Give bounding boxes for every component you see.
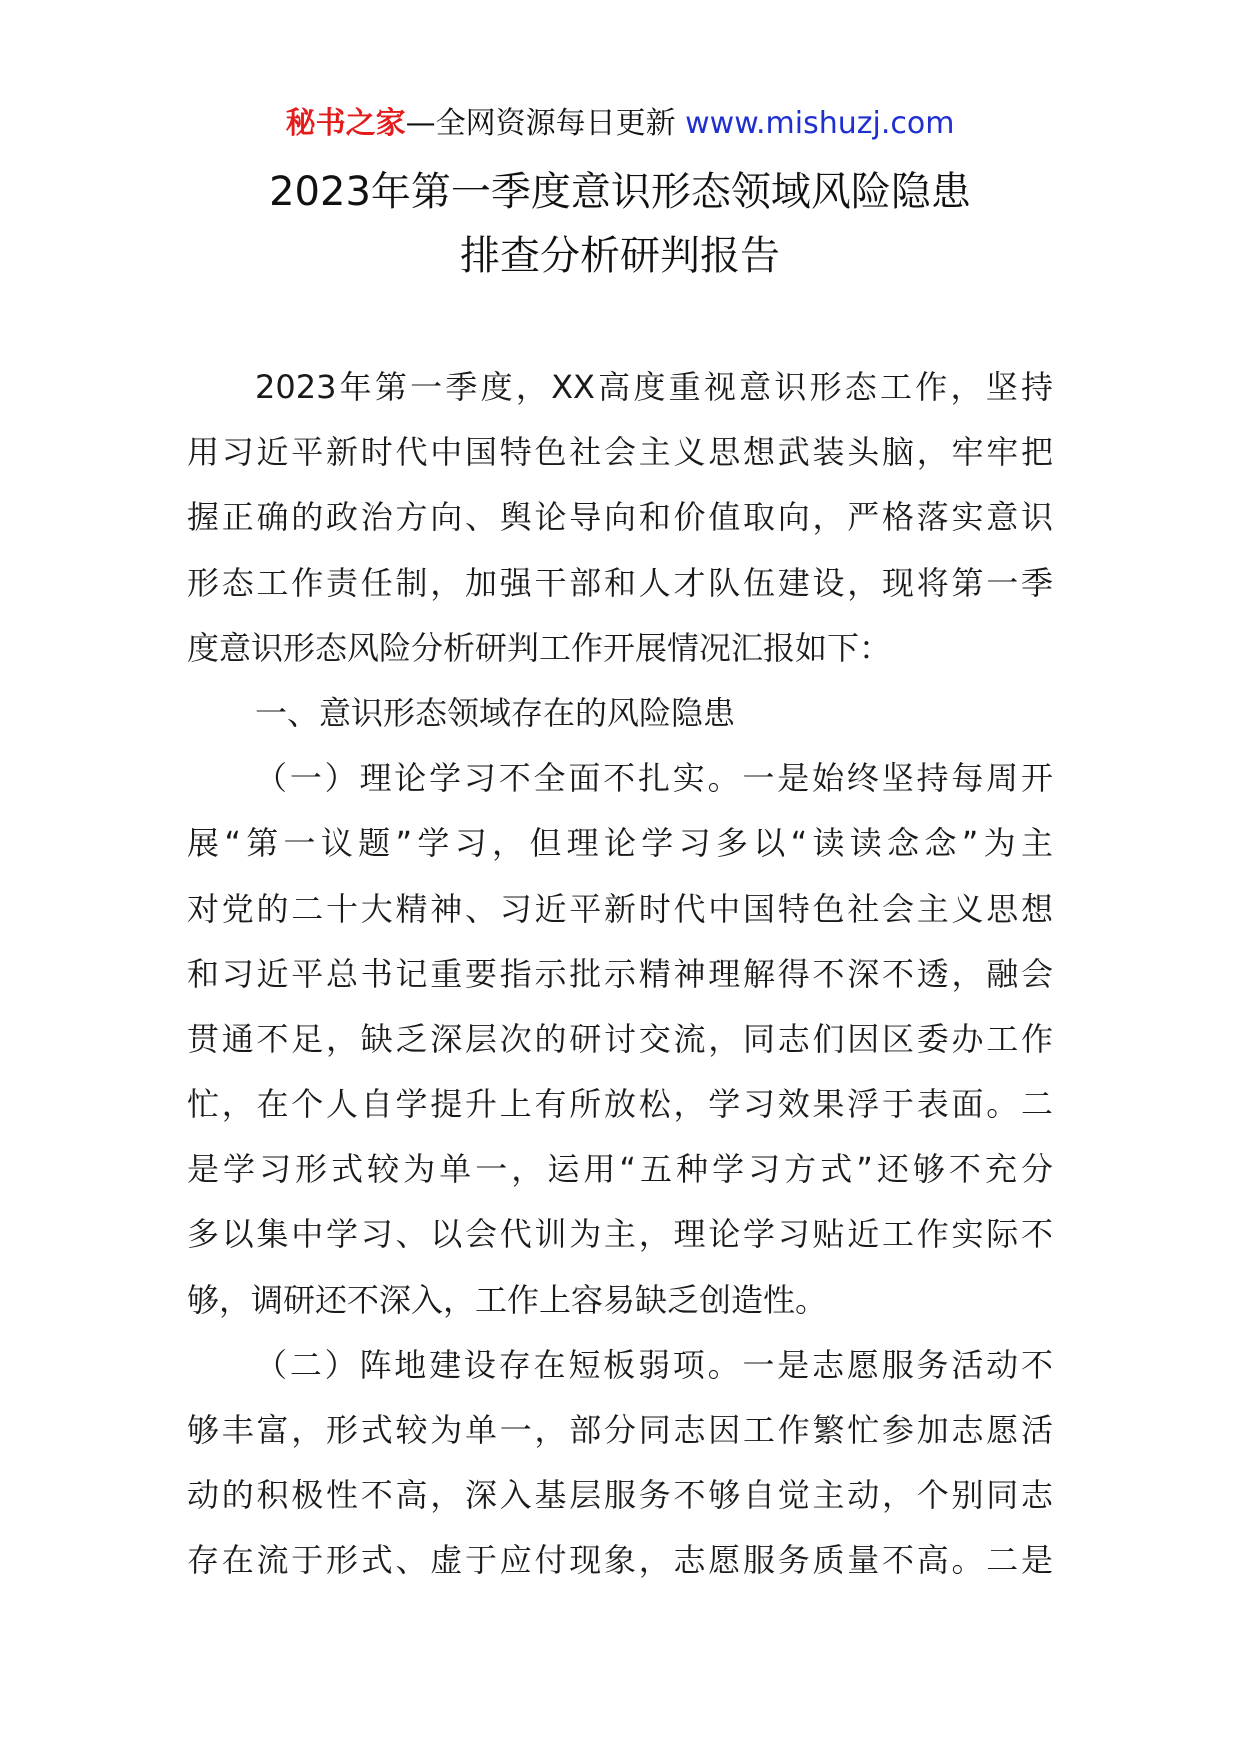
document-title bbox=[0, 160, 1240, 288]
paragraph-line: 用习近平新时代中国特色社会主义思想武装头脑，牢牢把 bbox=[187, 433, 1053, 472]
brand-name: 秘书之家 bbox=[285, 106, 406, 141]
title-line-2: 排查分析研判报告 bbox=[460, 233, 780, 279]
paragraph-line: 够丰富，形式较为单一，部分同志因工作繁忙参加志愿活 bbox=[187, 1411, 1053, 1449]
paragraph-line: 忙，在个人自学提升上有所放松，学习效果浮于表面。二 bbox=[187, 1085, 1053, 1124]
document-body bbox=[187, 355, 1053, 1594]
paragraph-line: （二）阵地建设存在短板弱项。一是志愿服务活动不 bbox=[255, 1345, 1053, 1384]
paragraph-line: 够，调研还不深入，工作上容易缺乏创造性。 bbox=[187, 1280, 828, 1319]
paragraph-line: 握正确的政治方向、舆论导向和价值取向，严格落实意识 bbox=[187, 498, 1053, 537]
paragraph-line: 是学习形式较为单一，运用“五种学习方式”还够不充分 bbox=[187, 1150, 1053, 1189]
paragraph-line: 动的积极性不高，深入基层服务不够自觉主动，个别同志 bbox=[187, 1476, 1053, 1515]
header-tagline: —全网资源每日更新 bbox=[405, 106, 676, 141]
section-heading: 一、意识形态领域存在的风险隐患 bbox=[255, 693, 736, 732]
paragraph-line: （一）理论学习不全面不扎实。一是始终坚持每周开 bbox=[255, 759, 1053, 798]
watermark-header bbox=[0, 102, 1240, 146]
title-line-1: 2023年第一季度意识形态领域风险隐患 bbox=[269, 169, 971, 215]
paragraph-line: 展“第一议题”学习，但理论学习多以“读读念念”为主 bbox=[187, 824, 1053, 863]
paragraph-line: 多以集中学习、以会代训为主，理论学习贴近工作实际不 bbox=[187, 1215, 1053, 1254]
paragraph-line: 和习近平总书记重要指示批示精神理解得不深不透，融会 bbox=[187, 954, 1053, 993]
site-url-link[interactable]: www.mishuzj.com bbox=[685, 106, 955, 141]
paragraph-line: 存在流于形式、虚于应付现象，志愿服务质量不高。二是 bbox=[187, 1541, 1053, 1580]
paragraph-line: 贯通不足，缺乏深层次的研讨交流，同志们因区委办工作 bbox=[187, 1019, 1053, 1058]
paragraph-line: 对党的二十大精神、习近平新时代中国特色社会主义思想 bbox=[187, 889, 1053, 928]
paragraph-line: 度意识形态风险分析研判工作开展情况汇报如下： bbox=[187, 628, 892, 667]
paragraph-line: 2023年第一季度，XX高度重视意识形态工作，坚持 bbox=[255, 368, 1053, 406]
paragraph-line: 形态工作责任制，加强干部和人才队伍建设，现将第一季 bbox=[187, 563, 1053, 602]
